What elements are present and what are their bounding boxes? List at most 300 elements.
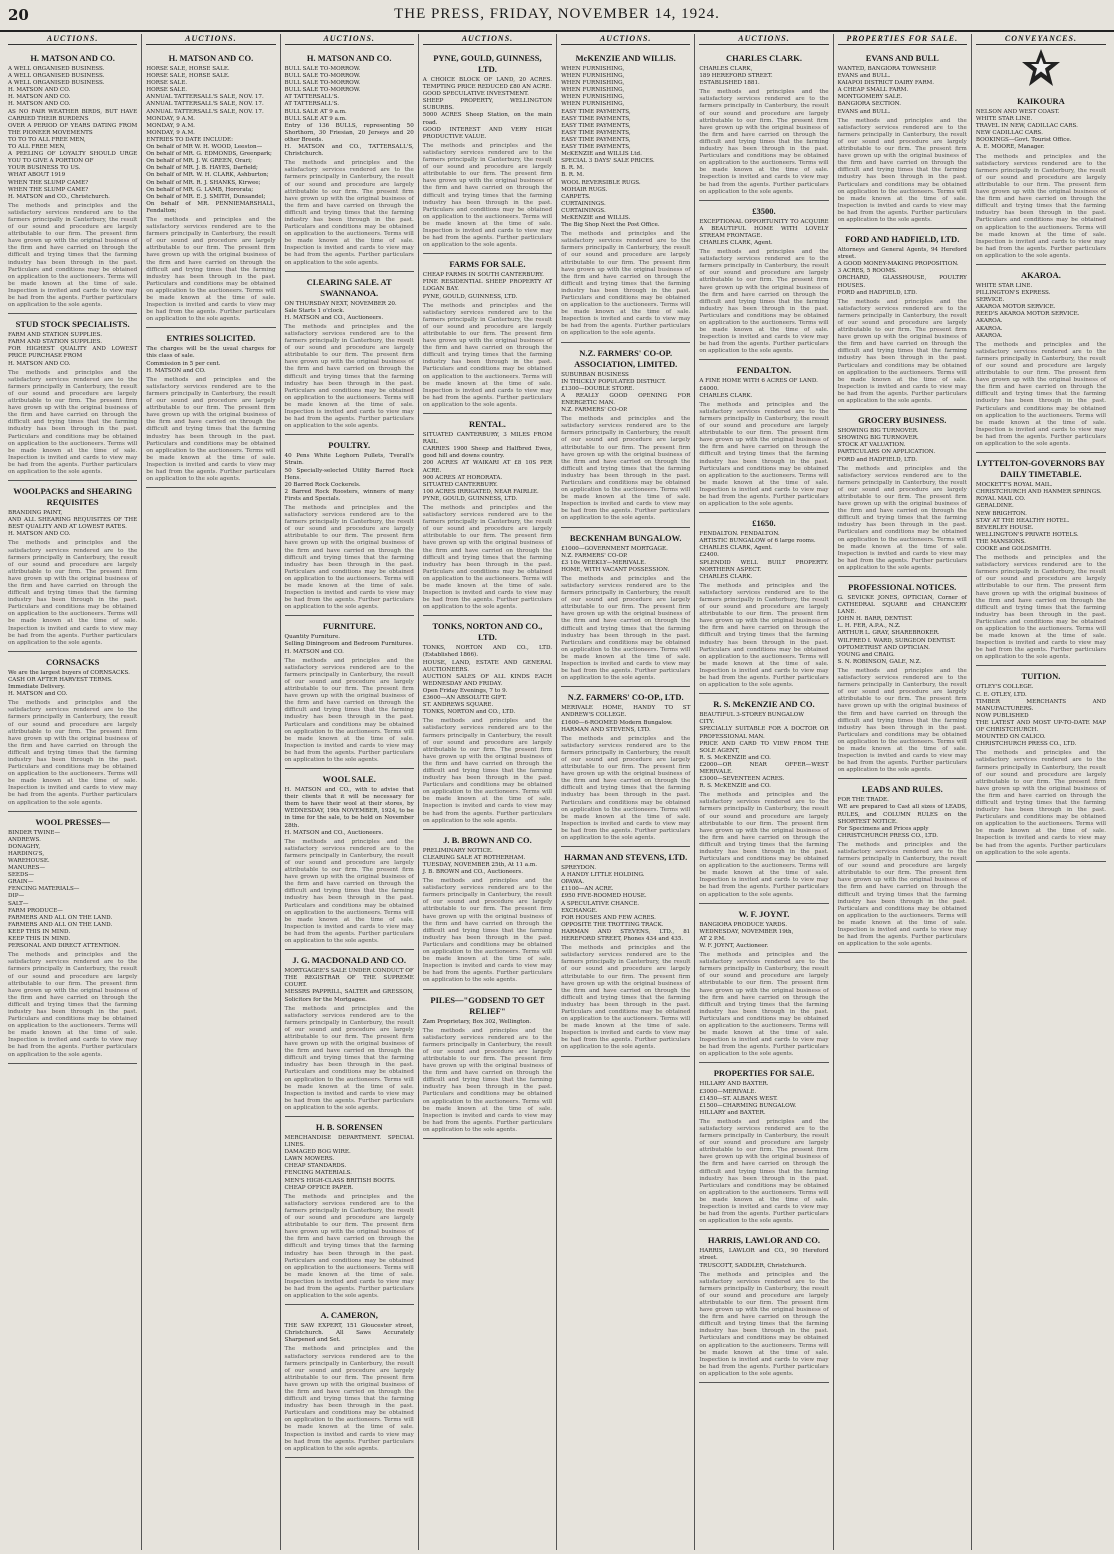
- ad-title: ENTRIES SOLICITED.: [166, 333, 256, 344]
- advertisement: [838, 410, 967, 577]
- ad-title: BECKENHAM BUNGALOW.: [569, 532, 682, 543]
- ad-line: MONTGOMERY SALE.: [837, 94, 903, 101]
- ad-line: ROYAL MAIL CO.: [975, 496, 1026, 503]
- ad-line: YOUR BUSINESS TO US.: [8, 165, 81, 172]
- ad-body-text: The methods and principles and the satisfactory services rendered are to the farmers principally in Canterbury, the result of our sound and procedure are largely attributable to our firm. The present firm have grown up with the original business of the firm and have carried on through the difficult and trying times that the farming industry has been through in the past. Particulars and conditions may be obtained on application to the auctioneers. Terms will be made known at the time of sale. Inspection is invited and cards to view may be had from the agents. Further particulars on application to the sole agents.: [8, 700, 138, 806]
- advertisement: [285, 1117, 414, 1305]
- ad-line: Commission in 5 per cent.: [146, 360, 221, 367]
- ad-lines: [285, 1323, 414, 1344]
- ad-lines: [561, 372, 690, 415]
- ad-line: FARM AND STATION SUPPLIES.: [8, 339, 103, 346]
- ad-lines: [976, 283, 1106, 340]
- ad-lines: [561, 705, 690, 733]
- ad-lines: [285, 968, 414, 1003]
- ad-line: A WELL ORGANISED BUSINESS.: [8, 66, 105, 72]
- ad-line: ON THURSDAY NEXT, NOVEMBER 20.: [284, 300, 397, 307]
- advertisement: [561, 343, 690, 528]
- ad-body-text: The methods and principles and the satisfactory services rendered are to the farmers principally in Canterbury, the result of our sound and procedure are largely attributable to our firm. The present firm have grown up with the original business of the firm and have carried on through the difficult and trying times that the farming industry has been through in the past. Particulars and conditions may be obtained on application to the auctioneers. Terms will be made known at the time of sale. Inspection is invited and cards to view may be had from the agents. Further particulars on application to the sole agents.: [422, 718, 553, 824]
- ad-line: WILFRED I. WARD, SURGEON DENTIST.: [837, 637, 956, 644]
- ad-line: The charges will be the usual charges for this class of sale.: [146, 346, 276, 360]
- advertisement: [423, 616, 552, 829]
- ad-line: HORSE SALE.: [146, 80, 188, 87]
- ad-body-text: The methods and principles and the satisfactory services rendered are to the farmers principally in Canterbury, the result of our sound and procedure are largely attributable to our firm. The present firm have grown up with the original business of the firm and have carried on through the difficult and trying times that the farming industry has been through in the past. Particulars and conditions may be obtained on application to the auctioneers. Terms will be made known at the time of sale. Inspection is invited and cards to view may be had from the agents. Further particulars on application to the sole agents.: [8, 202, 138, 309]
- ad-line: FORD and HADFIELD, LTD.: [837, 456, 918, 463]
- ad-lines: [838, 595, 967, 666]
- ad-line: MEN'S HIGH-CLASS BRITISH BOOTS.: [284, 1177, 396, 1184]
- ad-line: CHARLES CLARK, Agent.: [699, 545, 773, 552]
- ad-title: McKENZIE AND WILLIS.: [575, 53, 676, 63]
- ad-line: THE MANSIONS.: [975, 538, 1026, 545]
- ad-line: H. MATSON and CO.: [284, 648, 344, 655]
- ad-title: LEADS AND RULES.: [861, 784, 943, 795]
- masthead: [0, 0, 1114, 32]
- advertisement: [423, 414, 552, 616]
- star-icon: [1021, 48, 1061, 88]
- ad-title: RENTAL.: [468, 419, 506, 430]
- ad-lines: [285, 787, 414, 837]
- ad-line: FARM PRODUCE—: [8, 907, 63, 914]
- ad-line: WHEN FURNISHING,: [561, 94, 625, 101]
- ad-line: EASY TIME PAYMENTS,: [561, 136, 631, 143]
- column-4: [419, 34, 557, 1550]
- advertisement: [838, 229, 967, 410]
- ad-line: R. S. McKENZIE and CO.: [699, 783, 771, 790]
- ad-line: TUESDAY, NOVEMBER 25th, At 11 a.m.: [422, 861, 537, 868]
- ad-title: STUD STOCK SPECIALISTS.: [15, 319, 130, 330]
- ad-line: CHRISTCHURCH AND HANMER SPRINGS.: [975, 489, 1102, 496]
- newspaper-title: THE PRESS, FRIDAY, NOVEMBER 14, 1924.: [394, 6, 720, 22]
- ad-body-text: The methods and principles and the satisfactory services rendered are to the farmers principally in Canterbury, the result of our sound and procedure are largely attributable to our firm. The present firm have grown up with the original business of the firm and have carried on through the difficult and trying times that the farming industry has been through in the past. Particulars and conditions may be obtained on application to the auctioneers. Terms will be made known at the time of sale. Inspection is invited and cards to view may be had from the agents. Further particulars on application to the sole agents.: [284, 1346, 414, 1452]
- ad-line: S. N. ROBINSON, GALE, N.Z.: [837, 658, 922, 665]
- ad-title: H. MATSON AND CO.: [168, 53, 254, 63]
- ad-line: CURTAININGS.: [561, 200, 606, 207]
- ad-line: KEEP THIS IN MIND.: [8, 928, 71, 935]
- ad-line: HARMAN AND STEVENS, LTD.: [561, 726, 651, 733]
- ad-line: REED'S AKAROA MOTOR SERVICE.: [975, 311, 1080, 318]
- ad-line: McKENZIE and WILLIS Ltd.: [561, 151, 642, 158]
- ad-lines: [285, 301, 414, 322]
- ad-body-text: The methods and principles and the satisfactory services rendered are to the farmers principally in Canterbury, the result of our sound and procedure are largely attributable to our firm. The present firm have grown up with the original business of the firm and have carried on through the difficult and trying times that the farming industry has been through in the past. Particulars and conditions may be obtained on application to the auctioneers. Terms will be made known at the time of sale. Inspection is invited and cards to view may be had from the agents. Further particulars on application to the sole agents.: [699, 952, 829, 1058]
- ad-line: G. SEVICKE JONES, OPTICIAN, Corner of CATHEDRAL SQUARE and CHANCERY LANE.: [837, 595, 967, 616]
- columns-container: [4, 34, 1110, 1550]
- advertisement: [285, 1305, 414, 1458]
- ad-body-text: The methods and principles and the satisfactory services rendered are to the farmers principally in Canterbury, the result of our sound and procedure are largely attributable to our firm. The present firm have grown up with the original business of the firm and have carried on through the difficult and trying times that the farming industry has been through in the past. Particulars and conditions may be obtained on application to the auctioneers. Terms will be made known at the time of sale. Inspection is invited and cards to view may be had from the agents. Further particulars on application to the sole agents.: [699, 401, 829, 508]
- ad-line: On behalf of MR. W. H. CLARK, Ashburton;: [146, 172, 269, 179]
- ad-line: WHITE STAR LINE.: [975, 116, 1033, 123]
- ad-line: Quantity Furniture.: [284, 634, 341, 641]
- ad-line: A CHOICE BLOCK OF LAND, 20 ACRES. TEMPTING PRICE REDUCED £80 AN ACRE.: [422, 77, 553, 91]
- ad-title: FURNITURE.: [322, 621, 376, 632]
- ad-line: FOR HIGHEST QUALITY AND LOWEST PRICE PURCHASE FROM: [8, 346, 138, 360]
- ad-line: WAREHOUSE.: [8, 858, 50, 864]
- ad-body-text: The methods and principles and the satisfactory services rendered are to the farmers principally in Canterbury, the result of our sound and procedure are largely attributable to our firm. The present firm have grown up with the original business of the firm and have carried on through the difficult and trying times that the farming industry has been through in the past. Particulars and conditions may be obtained on application to the auctioneers. Terms will be made known at the time of sale. Inspection is invited and cards to view may be had from the agents. Further particulars on application to the sole agents.: [699, 249, 829, 355]
- ad-line: NEW BRIGHTON.: [975, 510, 1027, 517]
- ad-line: FENCING MATERIALS—: [8, 886, 80, 893]
- ad-line: WE are prepared to Cast all sizes of LEADS, RULES, and COLUMN RULES on the SHORTEST NOTICE.: [837, 804, 967, 825]
- column-2: [142, 34, 280, 1550]
- ad-line: HILLARY AND BAXTER.: [699, 1081, 769, 1088]
- advertisement: [699, 904, 828, 1064]
- ad-line: £3600—AN ABSOLUTE GIFT.: [422, 695, 507, 702]
- ad-line: SPECIALLY SUITABLE FOR A DOCTOR OR PROFESSIONAL MAN.: [699, 726, 829, 740]
- column-5: [557, 34, 695, 1550]
- advertisement: [699, 201, 828, 361]
- ad-line: OVER A PERIOD OF YEARS DATING FROM THE PIONEER MOVEMENTS: [8, 122, 138, 136]
- ad-title: EVANS AND BULL: [865, 53, 939, 63]
- ad-body-text: The methods and principles and the satisfactory services rendered are to the farmers principally in Canterbury, the result of our sound and procedure are largely attributable to our firm. The present firm have grown up with the original business of the firm and have carried on through the difficult and trying times that the farming industry has been through in the past. Particulars and conditions may be obtained on application to the auctioneers. Terms will be made known at the time of sale. Inspection is invited and cards to view may be had from the agents. Further particulars on application to the sole agents.: [8, 369, 138, 475]
- ad-line: WHEN FURNISHING,: [561, 101, 625, 108]
- ad-line: ARTISTIC BUNGALOW of 6 large rooms.: [699, 538, 816, 545]
- ad-line: FARM AND STATION SUPPLIES.: [8, 332, 103, 339]
- ad-line: MOCKETT'S ROYAL MAIL.: [975, 482, 1053, 489]
- ad-line: £1000—GOVERNMENT MORTGAGE.: [561, 545, 668, 552]
- ad-lines: [699, 1248, 828, 1269]
- ad-line: BULL SALE AT 9 a.m.: [284, 108, 347, 115]
- ad-line: AND ALL SHEARING REQUISITES OF THE BEST QUALITY AND AT LOWEST RATES.: [8, 517, 138, 531]
- ad-lines: [8, 332, 137, 367]
- ad-body-text: The methods and principles and the satisfactory services rendered are to the farmers principally in Canterbury, the result of our sound and procedure are largely attributable to our firm. The present firm have grown up with the original business of the firm and have carried on through the difficult and trying times that the farming industry has been through in the past. Particulars and conditions may be obtained on application to the auctioneers. Terms will be made known at the time of sale. Inspection is invited and cards to view may be had from the agents. Further particulars on application to the sole agents.: [284, 504, 414, 611]
- ad-body-text: The methods and principles and the satisfactory services rendered are to the farmers principally in Canterbury, the result of our sound and procedure are largely attributable to our firm. The present firm have grown up with the original business of the firm and have carried on through the difficult and trying times that the farming industry has been through in the past. Particulars and conditions may be obtained on application to the auctioneers. Terms will be made known at the time of sale. Inspection is invited and cards to view may be had from the agents. Further particulars on application to the sole agents.: [561, 735, 691, 841]
- ad-body-text: The methods and principles and the satisfactory services rendered are to the farmers principally in Canterbury, the result of our sound and procedure are largely attributable to our firm. The present firm have grown up with the original business of the firm and have carried on through the difficult and trying times that the farming industry has been through in the past. Particulars and conditions may be obtained on application to the auctioneers. Terms will be made known at the time of sale. Inspection is invited and cards to view may be had from the agents. Further particulars on application to the sole agents.: [561, 231, 691, 337]
- ad-line: 5000 ACRES Sheep Station, on the main road.: [422, 112, 553, 126]
- ad-line: On behalf of MR. E. J. SMITH, Dunsandel;: [146, 193, 266, 200]
- ad-title: GROCERY BUSINESS.: [858, 415, 947, 426]
- ad-line: PERSONAL AND DIRECT ATTENTION.: [8, 943, 120, 950]
- column-heading: PROPERTIES FOR SALE.: [838, 34, 967, 45]
- ad-line: EASY TIME PAYMENTS,: [561, 144, 631, 151]
- ad-title: £3500.: [752, 205, 776, 216]
- advertisement: [976, 265, 1106, 453]
- ad-line: Selling Diningroom and Bedroom Furnitures.: [284, 641, 414, 648]
- column-heading: AUCTIONS.: [285, 34, 414, 45]
- ad-line: PILLINGTON'S EXPRESS.: [975, 290, 1051, 297]
- ad-line: BRANDING PAINT,: [8, 510, 63, 517]
- ad-line: EVANS and BULL.: [837, 73, 891, 80]
- ad-line: LAWN MOWERS.: [284, 1156, 335, 1163]
- ad-line: 900 ACRES AT HORORATA.: [422, 474, 503, 481]
- ad-line: MONDAY, 9 A.M.: [146, 129, 195, 136]
- ad-lines: [838, 247, 967, 297]
- ad-line: SHOWING BIG TURNOVER.: [837, 428, 919, 435]
- ad-lines: [423, 77, 552, 141]
- column-heading: AUCTIONS.: [699, 34, 828, 45]
- ad-line: GOOD SPECULATIVE INVESTMENT.: [422, 91, 529, 98]
- white-star-logo: [976, 48, 1106, 88]
- ad-line: H. MATSON AND CO.: [8, 101, 71, 108]
- advertisement: [838, 48, 967, 229]
- ad-title: N.Z. FARMERS' CO-OP. ASSOCIATION, LIMITED.: [574, 347, 678, 369]
- ad-line: R. S. McKENZIE and CO.: [699, 754, 771, 761]
- ad-line: MOHAIR RUGS.: [561, 186, 608, 193]
- ad-title: FENDALTON.: [736, 365, 792, 376]
- ad-line: DONAGHY,: [8, 843, 41, 850]
- ad-line: PYNE, GOULD, GUINNESS, LTD.: [422, 293, 518, 300]
- ad-line: TONKS, NORTON and CO., LTD.: [422, 709, 516, 716]
- ad-line: 2 Barred Rock Roosters, winners of many Firsts and Specials.: [284, 488, 414, 502]
- ad-line: TRAVEL IN NEW, CADILLAC CARS.: [975, 123, 1078, 130]
- ad-line: SALT—: [8, 900, 29, 907]
- ad-body-text: The methods and principles and the satisfactory services rendered are to the farmers principally in Canterbury, the result of our sound and procedure are largely attributable to our firm. The present firm have grown up with the original business of the firm and have carried on through the difficult and trying times that the farming industry has been through in the past. Particulars and conditions may be obtained on application to the auctioneers. Terms will be made known at the time of sale. Inspection is invited and cards to view may be had from the agents. Further particulars on application to the sole agents.: [8, 952, 138, 1058]
- ad-line: H. MATSON and CO., Auctioneers.: [284, 829, 384, 836]
- ad-lines: [699, 531, 828, 581]
- ad-lines: [146, 66, 275, 215]
- ad-line: WHEN FURNISHING,: [561, 80, 625, 87]
- ad-title: HARRIS, LAWLOR AND CO.: [707, 1235, 821, 1246]
- ad-lines: [561, 66, 690, 229]
- ad-body-text: The methods and principles and the satisfactory services rendered are to the farmers principally in Canterbury, the result of our sound and procedure are largely attributable to our firm. The present firm have grown up with the original business of the firm and have carried on through the difficult and trying times that the farming industry has been through in the past. Particulars and conditions may be obtained on application to the auctioneers. Terms will be made known at the time of sale. Inspection is invited and cards to view may be had from the agents. Further particulars on application to the sole agents.: [561, 575, 691, 682]
- ad-line: CHEAP STANDARDS.: [284, 1163, 347, 1170]
- ad-line: EASY TIME PAYMENTS,: [561, 129, 631, 136]
- ad-line: ANNUAL TATTERSALL'S SALE, NOV. 17.: [146, 101, 264, 108]
- advertisement: [285, 272, 414, 436]
- ad-line: CHRISTCHURCH PRESS CO., LTD.: [975, 741, 1077, 748]
- ad-line: STAY AT THE HEALTHY HOTEL.: [975, 517, 1070, 524]
- ad-lines: [838, 797, 967, 840]
- ad-body-text: The methods and principles and the satisfactory services rendered are to the farmers principally in Canterbury, the result of our sound and procedure are largely attributable to our firm. The present firm have grown up with the original business of the firm and have carried on through the difficult and trying times that the farming industry has been through in the past. Particulars and conditions may be obtained on application to the auctioneers. Terms will be made known at the time of sale. Inspection is invited and cards to view may be had from the agents. Further particulars on application to the sole agents.: [422, 878, 553, 984]
- advertisement: [976, 453, 1106, 666]
- ad-body-text: The methods and principles and the satisfactory services rendered are to the farmers principally in Canterbury, the result of our sound and procedure are largely attributable to our firm. The present firm have grown up with the original business of the firm and have carried on through the difficult and trying times that the farming industry has been through in the past. Particulars and conditions may be obtained on application to the auctioneers. Terms will be made known at the time of sale. Inspection is invited and cards to view may be had from the agents. Further particulars on application to the sole agents.: [837, 841, 967, 948]
- ad-line: FORD and HADFIELD, LTD.: [837, 289, 918, 296]
- ad-line: WHAT ABOUT 1919: [8, 172, 66, 179]
- ad-line: H. MATSON and CO., TATTERSALL'S, Christchurch.: [284, 144, 414, 158]
- ad-line: AS NO FAIR WEATHER BIRDS, BUT HAVE CARRIED THEIR BURDENS: [8, 108, 138, 122]
- ad-line: STOCK AT VALUATION.: [837, 442, 906, 449]
- ad-line: H. MATSON and CO.: [8, 691, 68, 698]
- ad-line: BULL SALE TO-MORROW.: [284, 87, 361, 94]
- ad-lines: [423, 432, 552, 503]
- ad-line: Sale Starts 1 o'clock.: [284, 307, 345, 314]
- advertisement: [976, 91, 1106, 265]
- ad-line: 100 ACRES IRRIGATED, NEAR FAIRLIE.: [422, 488, 539, 495]
- ad-line: HARMAN AND STEVENS, LTD., 81 HEREFORD STREET, Phones 434 and 435.: [561, 928, 691, 943]
- ad-line: YOUNG and CRAIG.: [837, 651, 895, 658]
- ad-title: TUITION.: [1021, 671, 1061, 682]
- advertisement: [8, 812, 137, 1064]
- ad-title: FORD AND HADFIELD, LTD.: [845, 234, 960, 245]
- ad-line: DAMAGED BOG WIRE.: [284, 1149, 351, 1156]
- ad-line: SEEDS—: [8, 872, 34, 879]
- ad-lines: [699, 219, 828, 247]
- ad-line: EXCEPTIONAL OPPORTUNITY TO ACQUIRE A BEAUTIFUL HOME WITH LOVELY STREAM FRONTAGE.: [699, 218, 829, 239]
- ad-line: 40 Pens White Leghorn Pullets, Tverall's Strain.: [284, 453, 414, 467]
- ad-lines: [838, 428, 967, 463]
- column-heading: AUCTIONS.: [561, 34, 690, 45]
- ad-body-text: The methods and principles and the satisfactory services rendered are to the farmers principally in Canterbury, the result of our sound and procedure are largely attributable to our firm. The present firm have grown up with the original business of the firm and have carried on through the difficult and trying times that the farming industry has been through in the past. Particulars and conditions may be obtained on application to the auctioneers. Terms will be made known at the time of sale. Inspection is invited and cards to view may be had from the agents. Further particulars on application to the sole agents.: [837, 117, 967, 223]
- ad-line: HARRIS, LAWLOR and CO., 90 Hereford street.: [699, 1248, 829, 1262]
- ad-line: WEDNESDAY, NOVEMBER 19th,: [699, 928, 794, 935]
- ad-line: AKAROA.: [975, 332, 1003, 339]
- ad-line: We are the largest buyers of CORNSACKS.: [8, 669, 130, 676]
- ad-lines: [8, 670, 137, 698]
- ad-line: CARRIES 1900 Sheep and Halfbred Ewes, good hill and downs country.: [422, 446, 553, 460]
- advertisement: [699, 1230, 828, 1383]
- ad-line: Attorneys and General Agents, 94 Hereford street.: [837, 247, 967, 261]
- ad-line: IN THICKLY POPULATED DISTRICT.: [561, 378, 666, 385]
- ad-line: CHARLES CLARK,: [699, 66, 753, 72]
- ad-line: AKAROA.: [975, 325, 1003, 332]
- ad-line: SPREYDON.: [561, 865, 597, 872]
- advertisement: [8, 314, 137, 481]
- ad-line: CARPETS.: [561, 193, 591, 200]
- ad-title: W. F. JOYNT.: [738, 908, 790, 919]
- ad-line: EXCHANGE.: [561, 907, 598, 914]
- ad-line: H. MATSON and CO., Christchurch.: [8, 193, 110, 200]
- ad-body-text: The methods and principles and the satisfactory services rendered are to the farmers principally in Canterbury, the result of our sound and procedure are largely attributable to our firm. The present firm have grown up with the original business of the firm and have carried on through the difficult and trying times that the farming industry has been through in the past. Particulars and conditions may be obtained on application to the auctioneers. Terms will be made known at the time of sale. Inspection is invited and cards to view may be had from the agents. Further particulars on application to the sole agents.: [284, 323, 414, 430]
- ad-title: AKAROA.: [1020, 269, 1061, 280]
- ad-line: WANTED, BANGIORA TOWNSHIP.: [837, 66, 937, 72]
- ad-line: FINE RESIDENTIAL SHEEP PROPERTY AT LOGAN BAY.: [422, 279, 553, 293]
- ad-line: £2400.: [699, 552, 719, 559]
- ad-body-text: The methods and principles and the satisfactory services rendered are to the farmers principally in Canterbury, the result of our sound and procedure are largely attributable to our firm. The present firm have grown up with the original business of the firm and have carried on through the difficult and trying times that the farming industry has been through in the past. Particulars and conditions may be obtained on application to the auctioneers. Terms will be made known at the time of sale. Inspection is invited and cards to view may be had from the agents. Further particulars on application to the sole agents.: [284, 1005, 414, 1111]
- ad-line: BEVERLEY HOUSE.: [975, 524, 1034, 531]
- ad-body-text: The methods and principles and the satisfactory services rendered are to the farmers principally in Canterbury, the result of our sound and procedure are largely attributable to our firm. The present firm have grown up with the original business of the firm and have carried on through the difficult and trying times that the farming industry has been through in the past. Particulars and conditions may be obtained on application to the auctioneers. Terms will be made known at the time of sale. Inspection is invited and cards to view may be had from the agents. Further particulars on application to the sole agents.: [284, 657, 414, 763]
- ad-lines: [8, 66, 137, 201]
- ad-line: HILLARY and BAXTER.: [699, 1109, 766, 1116]
- ad-line: AT TATTERSALL'S.: [284, 94, 340, 101]
- ad-lines: [976, 684, 1106, 748]
- ad-line: BEAUTIFUL 3-STOREY BUNGALOW: [699, 712, 804, 719]
- ad-line: ST. ANDREWS SQUARE.: [422, 702, 494, 709]
- ad-line: AT TATTERSALL'S.: [284, 101, 340, 108]
- advertisement: [423, 830, 552, 990]
- ad-line: On behalf of MR. J. B. HAYES, Darfield;: [146, 165, 258, 172]
- ad-line: BULL SALE TO-MORROW.: [284, 66, 361, 72]
- ad-lines: [8, 830, 137, 951]
- ad-line: FENCING MATERIALS.: [284, 1170, 352, 1177]
- ad-line: EASY TIME PAYMENTS,: [561, 108, 631, 115]
- ad-line: A WELL ORGANISED BUSINESS.: [8, 80, 105, 87]
- ad-line: £2000—OR NEAR OFFER—WEST MERIVALE.: [699, 761, 829, 775]
- ad-line: AKAROA MOTOR SERVICE.: [975, 304, 1056, 311]
- ad-line: SHOWING BIG TURNOVER.: [837, 435, 919, 442]
- ad-title: CLEARING SALE. AT SWANNANOA.: [306, 276, 392, 298]
- ad-line: ANDREWS.: [8, 836, 41, 843]
- ad-line: £1100—AN ACRE.: [561, 886, 614, 893]
- ad-lines: [423, 1019, 552, 1026]
- ad-line: CASH OR AFTER HARVEST TERMS.: [8, 676, 113, 683]
- advertisement: [699, 694, 828, 903]
- ad-body-text: The methods and principles and the satisfactory services rendered are to the farmers principally in Canterbury, the result of our sound and procedure are largely attributable to our firm. The present firm have grown up with the original business of the firm and have carried on through the difficult and trying times that the farming industry has been through in the past. Particulars and conditions may be obtained on application to the auctioneers. Terms will be made known at the time of sale. Inspection is invited and cards to view may be had from the agents. Further particulars on application to the sole agents.: [284, 1193, 414, 1300]
- ad-line: BANGIORA PRODUCE YARDS.: [699, 921, 787, 928]
- ad-line: PYNE, GOULD, GUINNESS, LTD.: [422, 495, 518, 502]
- ad-line: FENDALTON. FENDALTON.: [699, 531, 780, 538]
- ad-line: 200 ACRES AT WAIKARI AT £8 10S PER ACRE.: [422, 460, 553, 474]
- ad-lines: [976, 109, 1106, 152]
- ad-line: SPECIAL 3 DAYS' SALE PRICES.: [561, 158, 655, 165]
- ad-line: A. E. MOORE, Manager.: [975, 144, 1045, 151]
- ad-lines: [285, 1135, 414, 1192]
- column-heading: AUCTIONS.: [146, 34, 275, 45]
- ad-title: H. MATSON AND CO.: [30, 53, 115, 63]
- advertisement: [285, 769, 414, 950]
- ad-title: A. CAMERON,: [320, 1310, 378, 1321]
- advertisement: [699, 1063, 828, 1230]
- ad-line: PARTICULARS ON APPLICATION.: [837, 449, 936, 456]
- ad-lines: [285, 66, 414, 158]
- ad-line: BULL SALE AT 9 a.m.: [284, 115, 347, 122]
- ad-title: KAIKOURA: [1017, 96, 1065, 106]
- ad-lines: [8, 510, 137, 538]
- ad-lines: [699, 1081, 828, 1116]
- ad-title: PROFESSIONAL NOTICES.: [848, 582, 957, 592]
- ad-line: N.Z. FARMERS' CO-OP.: [561, 552, 628, 559]
- ad-line: FARMERS AND ALL ON THE LAND.: [8, 914, 113, 921]
- ad-body-text: The methods and principles and the satisfactory services rendered are to the farmers principally in Canterbury, the result of our sound and procedure are largely attributable to our firm. The present firm have grown up with the original business of the firm and have carried on through the difficult and trying times that the farming industry has been through in the past. Particulars and conditions may be obtained on application to the auctioneers. Terms will be made known at the time of sale. Inspection is invited and cards to view may be had from the agents. Further particulars on application to the sole agents.: [975, 555, 1106, 661]
- ad-line: Zam Proprietary, Box 302, Wellington.: [422, 1018, 532, 1025]
- ad-line: THE SAW EXPERT, 151 Gloucester street, Christchurch. All Saws Accurately Sharpened and Set.: [284, 1323, 414, 1344]
- ad-line: SITUATED CANTERBURY.: [422, 481, 498, 488]
- ad-line: MANURES—: [8, 865, 46, 872]
- ad-line: BINDER TWINE—: [8, 829, 61, 836]
- ad-line: A HANDY LITTLE HOLDING.: [561, 872, 645, 879]
- ad-line: MONDAY, 9 A.M.: [146, 115, 195, 122]
- ad-line: HOME, WITH VACANT POSSESSION.: [561, 566, 670, 573]
- column-heading: AUCTIONS.: [423, 34, 552, 45]
- ad-body-text: The methods and principles and the satisfactory services rendered are to the farmers principally in Canterbury, the result of our sound and procedure are largely attributable to our firm. The present firm have grown up with the original business of the firm and have carried on through the difficult and trying times that the farming industry has been through in the past. Particulars and conditions may be obtained on application to the auctioneers. Terms will be made known at the time of sale. Inspection is invited and cards to view may be had from the agents. Further particulars on application to the sole agents.: [975, 341, 1106, 448]
- ad-line: HARDING'S,: [8, 850, 45, 857]
- ad-line: On behalf of MR W. H. WOOD, Leeston—: [146, 144, 263, 151]
- ad-line: HORSE SALE.: [146, 87, 188, 94]
- ad-line: £1300—DOUBLE STORE.: [561, 385, 635, 392]
- advertisement: [285, 950, 414, 1117]
- ad-body-text: The methods and principles and the satisfactory services rendered are to the farmers principally in Canterbury, the result of our sound and procedure are largely attributable to our firm. The present firm have grown up with the original business of the firm and have carried on through the difficult and trying times that the farming industry has been through in the past. Particulars and conditions may be obtained on application to the auctioneers. Terms will be made known at the time of sale. Inspection is invited and cards to view may be had from the agents. Further particulars on application to the sole agents.: [837, 465, 967, 571]
- ad-title: PYNE, GOULD, GUINNESS, LTD.: [433, 53, 542, 74]
- ad-body-text: The methods and principles and the satisfactory services rendered are to the farmers principally in Canterbury, the result of our sound and procedure are largely attributable to our firm. The present firm have grown up with the original business of the firm and have carried on through the difficult and trying times that the farming industry has been through in the past. Particulars and conditions may be obtained on application to the auctioneers. Terms will be made known at the time of sale. Inspection is invited and cards to view may be had from the agents. Further particulars on application to the sole agents.: [699, 89, 829, 195]
- advertisement: [699, 360, 828, 513]
- ad-title: CORNSACKS: [45, 656, 100, 667]
- advertisement: [423, 254, 552, 414]
- ad-body-text: The methods and principles and the satisfactory services rendered are to the farmers principally in Canterbury, the result of our sound and procedure are largely attributable to our firm. The present firm have grown up with the original business of the firm and have carried on through the difficult and trying times that the farming industry has been through in the past. Particulars and conditions may be obtained on application to the auctioneers. Terms will be made known at the time of sale. Inspection is invited and cards to view may be had from the agents. Further particulars on application to the sole agents.: [699, 1118, 829, 1225]
- ad-line: For Specimens and Prices apply: [837, 825, 929, 832]
- ad-line: H. MATSON and CO., with to advise that their clients that it will be necessary for them to have their wool at their stores, by WEDNESDAY, 19th NOVEMBER, 1924, to be in time for the sale, to be held on November 28th.: [284, 787, 414, 829]
- ad-body-text: The methods and principles and the satisfactory services rendered are to the farmers principally in Canterbury, the result of our sound and procedure are largely attributable to our firm. The present firm have grown up with the original business of the firm and have carried on through the difficult and trying times that the farming industry has been through in the past. Particulars and conditions may be obtained on application to the auctioneers. Terms will be made known at the time of sale. Inspection is invited and cards to view may be had from the agents. Further particulars on application to the sole agents.: [422, 142, 553, 249]
- ad-lines: [285, 634, 414, 655]
- ad-title: WOOL SALE.: [322, 774, 376, 785]
- advertisement: [285, 435, 414, 616]
- ad-body-text: The methods and principles and the satisfactory services rendered are to the farmers principally in Canterbury, the result of our sound and procedure are largely attributable to our firm. The present firm have grown up with the original business of the firm and have carried on through the difficult and trying times that the farming industry has been through in the past. Particulars and conditions may be obtained on application to the auctioneers. Terms will be made known at the time of sale. Inspection is invited and cards to view may be had from the agents. Further particulars on application to the sole agents.: [146, 216, 276, 323]
- column-8: [972, 34, 1110, 1550]
- ad-line: SERVICE.: [975, 297, 1005, 304]
- ad-body-text: The methods and principles and the satisfactory services rendered are to the farmers principally in Canterbury, the result of our sound and procedure are largely attributable to our firm. The present firm have grown up with the original business of the firm and have carried on through the difficult and trying times that the farming industry has been through in the past. Particulars and conditions may be obtained on application to the auctioneers. Terms will be made known at the time of sale. Inspection is invited and cards to view may be had from the agents. Further particulars on application to the sole agents.: [699, 1271, 829, 1377]
- advertisement: [423, 48, 552, 254]
- ad-line: WOOL REVERSIBLE RUGS.: [561, 179, 641, 186]
- ad-line: A REALLY GOOD OPENING FOR ENERGETIC MAN.: [561, 392, 691, 406]
- ad-line: MERCHANDISE DEPARTMENT. SPECIAL LINES.: [284, 1135, 414, 1149]
- ad-lines: [838, 66, 967, 116]
- ad-body-text: The methods and principles and the satisfactory services rendered are to the farmers principally in Canterbury, the result of our sound and procedure are largely attributable to our firm. The present firm have grown up with the original business of the firm and have carried on through the difficult and trying times that the farming industry has been through in the past. Particulars and conditions may be obtained on application to the auctioneers. Terms will be made known at the time of sale. Inspection is invited and cards to view may be had from the agents. Further particulars on application to the sole agents.: [561, 416, 691, 522]
- ad-line: OPTOMETRIST AND OPTICIAN.: [837, 644, 930, 651]
- ad-body-text: The methods and principles and the satisfactory services rendered are to the farmers principally in Canterbury, the result of our sound and procedure are largely attributable to our firm. The present firm have grown up with the original business of the firm and have carried on through the difficult and trying times that the farming industry has been through in the past. Particulars and conditions may be obtained on application to the auctioneers. Terms will be made known at the time of sale. Inspection is invited and cards to view may be had from the agents. Further particulars on application to the sole agents.: [422, 302, 553, 408]
- ad-line: On behalf of MR. G. LAMB, Hororata;: [146, 186, 254, 193]
- ad-line: OPAWA.: [561, 879, 584, 886]
- ad-line: The Big Shop Next the Post Office.: [561, 222, 660, 229]
- ad-title: TONKS, NORTON AND CO., LTD.: [432, 621, 543, 643]
- ad-line: MOUNTED ON CALICO.: [975, 734, 1046, 741]
- ad-line: H. MATSON and CO., Auctioneers.: [284, 314, 384, 321]
- ad-body-text: The methods and principles and the satisfactory services rendered are to the farmers principally in Canterbury, the result of our sound and procedure are largely attributable to our firm. The present firm have grown up with the original business of the firm and have carried on through the difficult and trying times that the farming industry has been through in the past. Particulars and conditions may be obtained on application to the auctioneers. Terms will be made known at the time of sale. Inspection is invited and cards to view may be had from the agents. Further particulars on application to the sole agents.: [422, 1027, 553, 1133]
- ad-line: J. B. BROWN and CO., Auctioneers.: [422, 869, 524, 875]
- ad-line: 20 Barred Rock Cockerels.: [284, 481, 361, 488]
- ad-line: HORSE SALE, HORSE SALE.: [146, 66, 230, 72]
- ad-title: PROPERTIES FOR SALE.: [713, 1068, 815, 1079]
- ad-line: £1600—6-ROOMED Modern Bungalow.: [561, 719, 673, 726]
- column-heading: AUCTIONS.: [8, 34, 137, 45]
- ad-lines: [423, 645, 552, 716]
- advertisement: [423, 990, 552, 1140]
- ad-line: OTLEY'S COLLEGE.: [975, 684, 1034, 691]
- ad-line: B. R. M.: [561, 165, 585, 172]
- ad-line: PRICE AND CARD TO VIEW FROM THE SOLE AGENT,: [699, 740, 829, 754]
